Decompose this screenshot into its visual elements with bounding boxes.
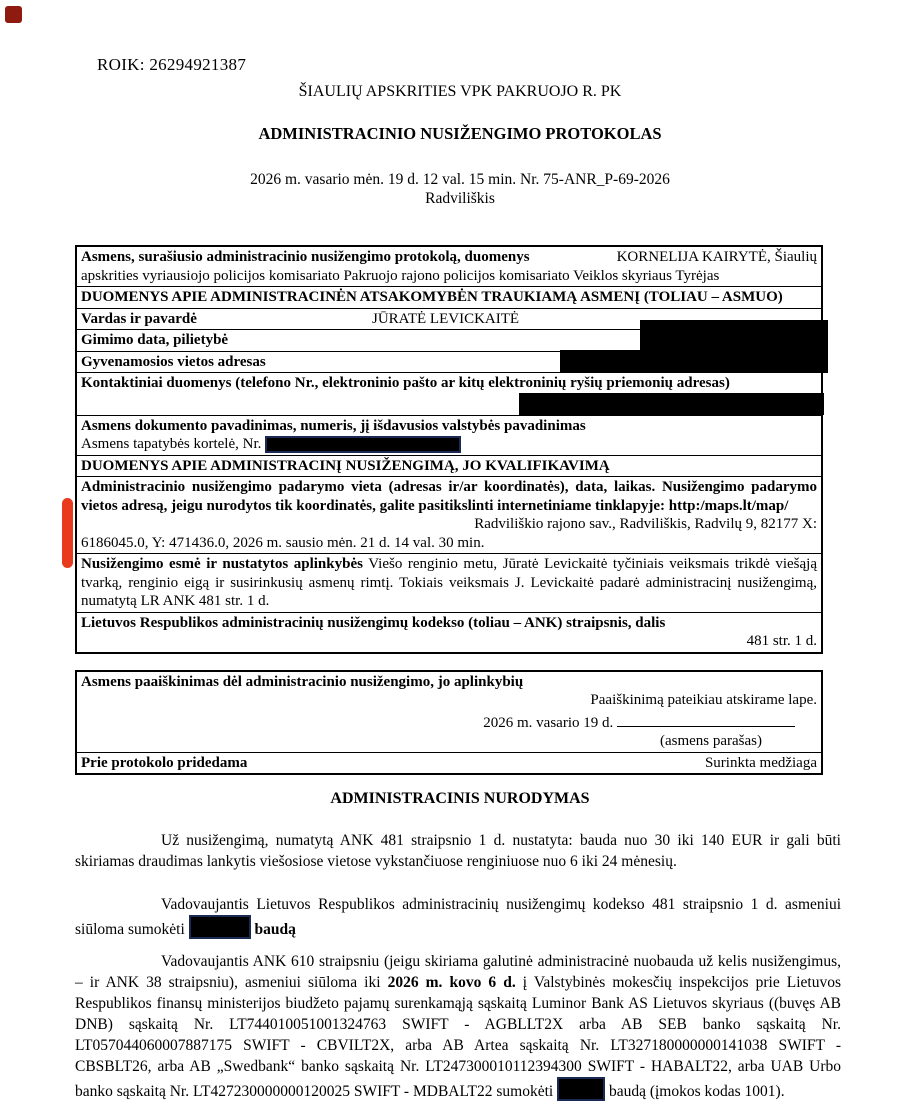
officer-name: KORNELIJA KAIRYTĖ, Šiaulių: [616, 249, 817, 265]
directive-p2-bold: baudą: [254, 921, 296, 938]
document-title: ADMINISTRACINIO NUSIŽENGIMO PROTOKOLAS: [258, 124, 662, 143]
row-section-person: [77, 286, 821, 308]
row-explanation: [77, 672, 821, 752]
name-value: JŪRATĖ LEVICKAITĖ: [372, 310, 520, 327]
redaction-box-document-number: [265, 436, 461, 453]
location-value-line2: 6186045.0, Y: 471436.0, 2026 m. sausio mėn. 21 d. 14 val. 30 min.: [81, 534, 485, 551]
code-label: Lietuvos Respublikos administracinių nusižengimų kodekso (toliau – ANK) straipsnis, dalis: [81, 614, 666, 631]
location-label: Administracinio nusižengimo padarymo vieta (adresas ir/ar koordinatės), data, laikas. Nusižengimo padarymo vietos adresą, jeigu nurodytos tik koordinatės, galite pasitikslinti internetiniame tinklapyje: http:/maps.lt/map/: [81, 479, 817, 514]
row-section-offense: [77, 455, 821, 477]
directive-paragraph-2: [75, 894, 841, 940]
red-margin-marker: [62, 498, 73, 568]
directive-paragraph-1: Už nusižengimą, numatytą ANK 481 straipsnio 1 d. nustatyta: bauda nuo 30 iki 140 EUR ir gali būti skiriamas draudimas lankytis viešosiose vietose vykstančiuose renginiuose nuo 6 iki 24 mėnesių.: [75, 832, 841, 870]
row-location: [77, 476, 821, 553]
directive-p3-text3: baudą (įmokos kodas 1001).: [608, 1083, 785, 1100]
directive-p3-text2: į Valstybinės mokesčių inspekcijos prie Lietuvos Respublikos finansų ministerijos biudžeto pajamų surenkamąją sąskaitą Luminor Bank AS Lietuvos skyriaus ((buvęs AB DNB) sąskaitą Nr. LT744010051001324763 SWIFT - AGBLLT2X arba AB SEB banko sąskaitą Nr. LT057044060007887175 SWIFT - CBVILT2X, arba AB Artea sąskaitą Nr. LT327180000000141038 SWIFT - CBSBLT26, arba AB „Swedbank“ banko sąskaitą Nr. LT247300010112394300 SWIFT - HABALT22, arba UAB Urbo banko sąskaitą Nr. LT427230000000120025 SWIFT - MDBALT22 sumokėti: [75, 974, 842, 1100]
roik-number: ROIK: 26294921387: [97, 55, 247, 74]
code-value: 481 str. 1 d.: [746, 633, 817, 649]
row-attachments: [77, 752, 821, 774]
redaction-box-contacts: [519, 393, 824, 415]
redaction-box-fine-amount-2: [557, 1077, 605, 1101]
protocol-table: [75, 245, 823, 654]
essence-label: Nusižengimo esmė ir nustatytos aplinkybės: [81, 556, 363, 572]
officer-label: Asmens, surašiusio administracinio nusižengimo protokolą, duomenys: [81, 249, 530, 265]
essence-value: Viešo renginio metu, Jūratė Levickaitė tyčiniais veiksmais trikdė viešąją tvarką, renginio eigą ir susirinkusių asmenų rimtį. Tokiais veiksmais J. Levickaitė padarė administracinį nusižengimą, numatytą LR ANK 481 str. 1 d.: [81, 556, 818, 609]
attachments-value: Surinkta medžiaga: [704, 754, 817, 771]
row-officer: [77, 247, 821, 286]
row-birth: [77, 329, 821, 351]
name-label: Vardas ir pavardė: [81, 310, 197, 327]
directive-p3-deadline: 2026 m. kovo 6 d.: [387, 974, 516, 991]
location-value-line1: Radviliškio rajono sav., Radviliškis, Radvilų 9, 82177 X:: [474, 516, 817, 532]
signature-line: [617, 713, 795, 727]
section-offense-header: DUOMENYS APIE ADMINISTRACINĮ NUSIŽENGIMĄ, JO KVALIFIKAVIMĄ: [81, 457, 610, 474]
directive-p2-text: Vadovaujantis Lietuvos Respublikos administracinių nusižengimų kodekso 481 straipsnio 1 d. asmeniui siūloma sumokėti: [75, 896, 841, 938]
directive-p3-text1: Vadovaujantis ANK 610 straipsniu (jeigu skiriama galutinė administracinė nuobauda už kelis nusižengimus, – ir ANK 38 straipsniu), asmeniui siūloma iki: [75, 953, 841, 991]
protocol-city: Radviliškis: [425, 190, 495, 207]
row-document: [77, 415, 821, 455]
row-essence: [77, 553, 821, 612]
explanation-label: Asmens paaiškinimas dėl administracinio nusižengimo, jo aplinkybių: [81, 673, 524, 690]
corner-red-mark: [5, 6, 22, 23]
directive-heading: ADMINISTRACINIS NURODYMAS: [330, 790, 590, 807]
address-label: Gyvenamosios vietos adresas: [81, 353, 266, 370]
document-value-prefix: Asmens tapatybės kortelė, Nr.: [81, 436, 262, 452]
protocol-date-number: 2026 m. vasario mėn. 19 d. 12 val. 15 min. Nr. 75-ANR_P-69-2026: [250, 171, 670, 188]
redaction-box-address: [560, 350, 828, 373]
section-person-header: DUOMENYS APIE ADMINISTRACINĖN ATSAKOMYBĖN TRAUKIAMĄ ASMENĮ (TOLIAU – ASMUO): [81, 289, 783, 305]
birth-label: Gimimo data, pilietybė: [81, 332, 229, 348]
explanation-table: [75, 670, 823, 776]
row-address: [77, 351, 821, 373]
explanation-note: Paaiškinimą pateikiau atskirame lape.: [590, 692, 817, 708]
signature-caption: (asmens parašas): [659, 733, 762, 749]
row-contacts: [77, 372, 821, 415]
directive-paragraph-3: [75, 951, 841, 1102]
row-code: [77, 612, 821, 652]
document-page: [75, 55, 845, 1102]
explanation-date: 2026 m. vasario 19 d.: [483, 714, 614, 731]
redaction-box-birth: [640, 320, 828, 352]
contacts-label: Kontaktiniai duomenys (telefono Nr., elektroninio pašto ar kitų elektroninių ryšių priemonių adresas): [81, 375, 730, 391]
organization-name: ŠIAULIŲ APSKRITIES VPK PAKRUOJO R. PK: [298, 83, 622, 100]
redaction-box-fine-amount-1: [189, 915, 251, 939]
document-label: Asmens dokumento pavadinimas, numeris, jį išdavusios valstybės pavadinimas: [81, 417, 586, 434]
officer-unit: apskrities vyriausiojo policijos komisariato Pakruojo rajono policijos komisariato Veiklos skyriaus Tyrėjas: [81, 267, 720, 284]
attachments-label: Prie protokolo pridedama: [81, 754, 248, 771]
